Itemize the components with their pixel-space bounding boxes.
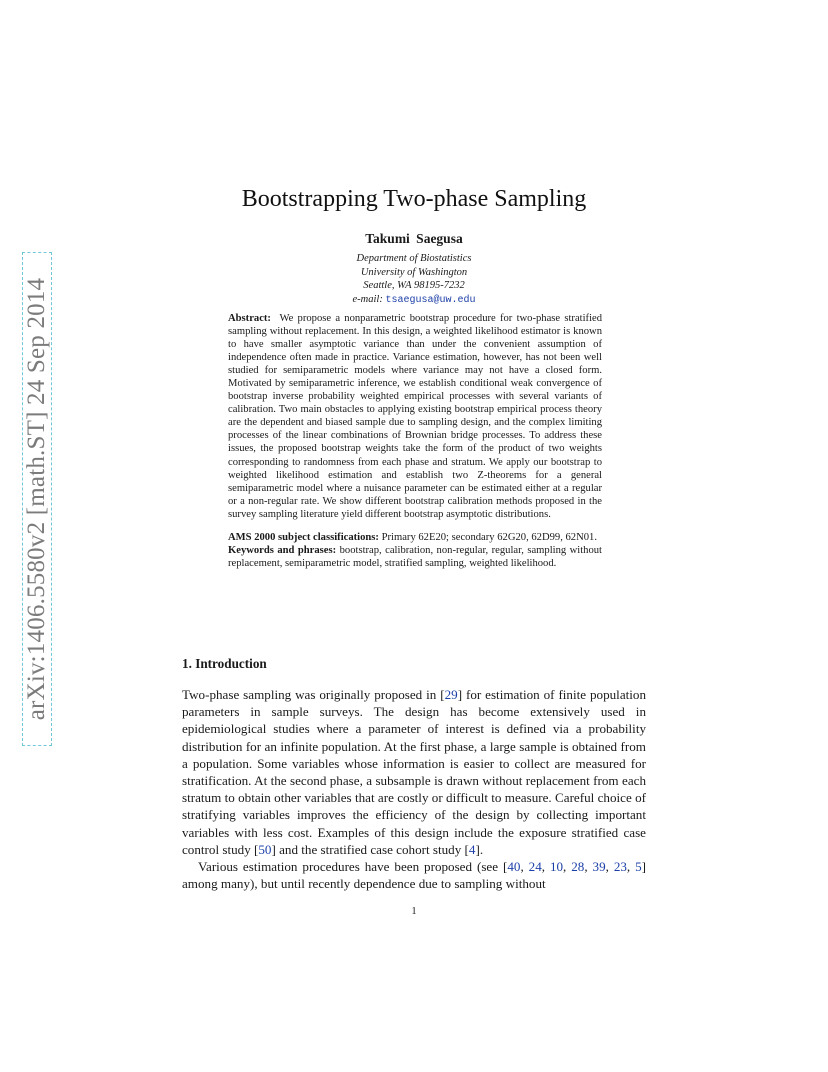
arxiv-stamp xyxy=(22,252,52,746)
p1-text-b: ] for estimation of finite population parameters in sample surveys. The design has become extensively used in epidemiological studies where a parameter of interest is defined via a probability distribution for an infinite population. At the first phase, a large sample is obtained from a population. Some variables whose information is easier to collect are measured for stratification. At the second phase, a subsample is drawn without replacement from each stratum to obtain other variables that are costly or difficult to measure. Careful choice of stratifying variables improves the efficiency of the design by collecting important variables with less cost. Examples of this design include the exposure stratified case control study [ xyxy=(182,687,646,857)
page-number: 1 xyxy=(411,906,417,917)
intro-paragraph-1 xyxy=(182,686,646,858)
p1-text-a: Two-phase sampling was originally proposed in [ xyxy=(182,687,445,702)
keywords-text: bootstrap, calibration, non-regular, regular, sampling without replacement, semiparametric model, stratified sampling, weighted likelihood. xyxy=(228,544,602,569)
university: University of Washington xyxy=(360,266,468,278)
citation-link[interactable]: 28 xyxy=(571,859,585,875)
abstract-text: We propose a nonparametric bootstrap procedure for two-phase stratified sampling without replacement. In this design, a weighted likelihood estimator is known to have smaller asymptotic variance than under the convenient assumption of independence often made in practice. Variance estimation, however, has not been well studied for semiparametric models where variance may not have a closed form. Motivated by semiparametric inference, we establish conditional weak convergence of bootstrap inverse probability weighted empirical processes with several variants of calibration. Two main obstacles to applying existing bootstrap empirical process theory are the dependent and biased sample due to sampling design, and the complex limiting processes of the linear combinations of Brownian bridge processes. To address these issues, the proposed bootstrap weights take the form of the product of two weights corresponding to randomness from each phase and stratum. We apply our bootstrap to weighted likelihood estimation and establish two Z-theorems for a general semiparametric model where a nuisance parameter can be estimated either at a regular or a non-regular rate. We show different bootstrap calibration methods proposed in the survey sampling literature yield different bootstrap asymptotic distributions. xyxy=(228,313,603,520)
email-link[interactable]: tsaegusa@uw.edu xyxy=(385,294,476,306)
ams-text: Primary 62E20; secondary 62G20, 62D99, 62N01. xyxy=(381,531,597,543)
affiliation-block xyxy=(182,252,646,307)
citation-link[interactable]: 4 xyxy=(468,841,476,857)
citation-link[interactable]: 29 xyxy=(444,687,458,702)
abstract-paragraph xyxy=(228,312,602,521)
department: Department of Biostatistics xyxy=(356,253,472,264)
citation-link[interactable]: 5 xyxy=(635,859,642,875)
email-label: e-mail: xyxy=(352,293,383,305)
p1-text-d: ]. xyxy=(475,841,484,857)
paper-title: Bootstrapping Two-phase Sampling xyxy=(241,186,587,212)
p1-text-c: ] and the stratified case cohort study [ xyxy=(271,841,469,857)
arxiv-stamp-text[interactable]: arXiv:1406.5580v2 [math.ST] 24 Sep 2014 xyxy=(23,277,50,721)
keywords xyxy=(228,544,602,570)
citation-link[interactable]: 10 xyxy=(549,859,564,875)
address: Seattle, WA 98195-7232 xyxy=(363,280,465,292)
citation-link[interactable]: 23 xyxy=(613,859,627,875)
intro-paragraph-2: Various estimation procedures have been proposed (see [40, 24, 10, 28, 39, 23, 5] among many), but until recently dependence due to sampling without xyxy=(182,859,647,892)
abstract-block xyxy=(228,312,602,570)
citation-link[interactable]: 39 xyxy=(592,859,606,875)
keywords-label: Keywords and phrases: xyxy=(228,544,337,556)
ams-classification xyxy=(228,531,602,544)
author-name: Takumi Saegusa xyxy=(365,231,463,246)
p2-text-a: Various estimation procedures have been proposed (see [ xyxy=(198,859,508,875)
citation-link[interactable]: 24 xyxy=(528,859,542,875)
ams-label: AMS 2000 subject classifications: xyxy=(228,531,379,543)
abstract-label: Abstract: xyxy=(228,313,271,324)
section-heading: 1. Introduction xyxy=(182,656,267,671)
p2-text-b: ] among many), but until recently dependence due to sampling without xyxy=(182,859,647,892)
citation-link[interactable]: 50 xyxy=(258,841,272,857)
citation-link[interactable]: 40 xyxy=(507,859,521,875)
section-body xyxy=(182,686,646,892)
email-line xyxy=(182,293,646,308)
